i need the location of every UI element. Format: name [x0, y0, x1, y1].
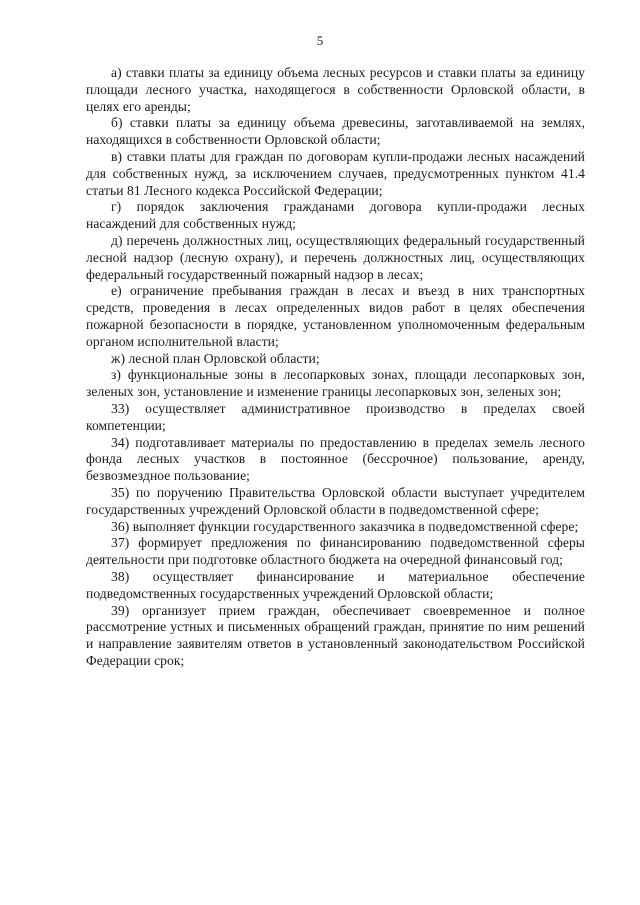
- paragraph-g: г) порядок заключения гражданами договора купли-продажи лесных насаждений для собственных нужд;: [86, 199, 585, 232]
- paragraph-33: 33) осуществляет административное производство в пределах своей компетенции;: [86, 400, 585, 433]
- paragraph-34: 34) подготавливает материалы по предоставлению в пределах земель лесного фонда лесных участков в постоянное (бессрочное) пользование, аренду, безвозмездное пользование;: [86, 434, 585, 484]
- paragraph-z: з) функциональные зоны в лесопарковых зонах, площади лесопарковых зон, зеленых зон, установление и изменение границы лесопарковых зон, зеленых зон;: [86, 367, 585, 400]
- paragraph-36: 36) выполняет функции государственного заказчика в подведомственной сфере;: [111, 518, 579, 534]
- paragraph-a: а) ставки платы за единицу объема лесных ресурсов и ставки платы за единицу площади лесного участка, находящегося в собственности Орловской области, в целях его аренды;: [86, 65, 585, 114]
- paragraph-zh: ж) лесной план Орловской области;: [111, 350, 320, 366]
- paragraph-e: е) ограничение пребывания граждан в лесах и въезд в них транспортных средств, проведения в лесах определенных видов работ в целях обеспечения пожарной безопасности в порядке, установленном уполномоченным федеральным органом исполнительной власти;: [86, 283, 585, 349]
- paragraph-b: б) ставки платы за единицу объема древесины, заготавливаемой на землях, находящихся в собственности Орловской области;: [86, 115, 585, 148]
- paragraph-37: 37) формирует предложения по финансированию подведомственной сферы деятельности при подготовке областного бюджета на очередной финансовый год;: [86, 535, 585, 568]
- document-body: [86, 65, 585, 670]
- paragraph-38: 38) осуществляет финансирование и материальное обеспечение подведомственных государственных учреждений Орловской области;: [86, 568, 585, 601]
- paragraph-v: в) ставки платы для граждан по договорам купли-продажи лесных насаждений для собственных нужд, за исключением случаев, предусмотренных пунктом 41.4 статьи 81 Лесного кодекса Российской Федерации;: [86, 148, 585, 198]
- paragraph-d: д) перечень должностных лиц, осуществляющих федеральный государственный лесной надзор (лесную охрану), и перечень должностных лиц, осуществляющих федеральный государственный пожарный надзор в лесах;: [86, 232, 585, 282]
- paragraph-39: 39) организует прием граждан, обеспечивает своевременное и полное рассмотрение устных и письменных обращений граждан, принятие по ним решений и направление заявителям ответов в установленный законодательством Российской Федерации срок;: [86, 602, 585, 668]
- paragraph-35: 35) по поручению Правительства Орловской области выступает учредителем государственных учреждений Орловской области в подведомственной сфере;: [86, 484, 585, 517]
- page-number: 5: [316, 33, 324, 48]
